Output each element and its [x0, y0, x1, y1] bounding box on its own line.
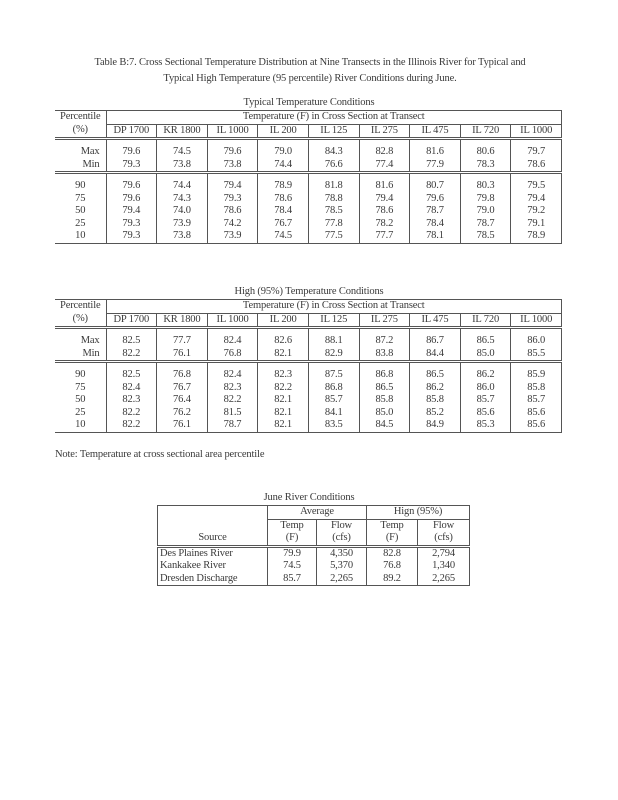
temperature-value: 81.8 — [308, 180, 359, 193]
row-label: 50 — [55, 205, 106, 218]
spacer-cell — [55, 328, 106, 336]
temperature-value: 76.6 — [308, 159, 359, 173]
temperature-value: 79.3 — [207, 193, 258, 206]
spacer-cell — [308, 139, 359, 147]
temperature-value: 82.6 — [258, 335, 309, 348]
spacer-cell — [106, 173, 157, 181]
avg-flow-header: Flow — [317, 519, 367, 532]
temperature-value: 84.1 — [308, 407, 359, 420]
temperature-value: 76.1 — [157, 348, 208, 362]
percentile-unit: (%) — [55, 313, 106, 328]
high-temp: 82.8 — [367, 546, 418, 560]
temperature-value: 80.6 — [460, 146, 511, 159]
spacer-cell — [308, 328, 359, 336]
temperature-value: 79.3 — [106, 218, 157, 231]
temperature-value: 86.5 — [460, 335, 511, 348]
temperature-value: 86.7 — [410, 335, 461, 348]
temperature-value: 78.6 — [359, 205, 410, 218]
temperature-value: 82.4 — [207, 369, 258, 382]
temperature-value: 86.5 — [359, 382, 410, 395]
row-label: 10 — [55, 419, 106, 432]
avg-flow-unit: (cfs) — [317, 532, 367, 546]
spacer-cell — [410, 362, 461, 370]
temperature-value: 85.0 — [460, 348, 511, 362]
avg-temp: 74.5 — [268, 560, 317, 573]
transect-header: KR 1800 — [157, 124, 208, 139]
temperature-value: 85.6 — [460, 407, 511, 420]
temperature-value: 86.8 — [308, 382, 359, 395]
high-table-body — [55, 300, 562, 433]
temperature-value: 82.1 — [258, 348, 309, 362]
spacer-cell — [207, 362, 258, 370]
table-row — [55, 335, 562, 348]
temperature-value: 74.2 — [207, 218, 258, 231]
temperature-value: 78.2 — [359, 218, 410, 231]
typical-temperature-table — [55, 110, 562, 244]
temperature-value: 85.3 — [460, 419, 511, 432]
table-row — [158, 560, 470, 573]
spacer-cell — [207, 328, 258, 336]
temperature-value: 82.1 — [258, 394, 309, 407]
temperature-value: 78.6 — [207, 205, 258, 218]
temperature-value: 85.5 — [511, 348, 562, 362]
table-row — [55, 218, 562, 231]
spacer-cell — [157, 173, 208, 181]
temperature-value: 87.5 — [308, 369, 359, 382]
temperature-value: 82.3 — [106, 394, 157, 407]
june-caption: June River Conditions — [263, 492, 355, 503]
temperature-value: 79.3 — [106, 230, 157, 243]
spacer-cell — [55, 173, 106, 181]
temperature-value: 82.1 — [258, 407, 309, 420]
temperature-value: 86.2 — [460, 369, 511, 382]
temperature-value: 73.9 — [207, 230, 258, 243]
high-flow: 2,794 — [418, 546, 470, 560]
temperature-value: 85.7 — [460, 394, 511, 407]
table-row — [55, 382, 562, 395]
temperature-value: 79.6 — [106, 193, 157, 206]
temperature-value: 74.3 — [157, 193, 208, 206]
transect-span-header: Temperature (F) in Cross Section at Transect — [106, 111, 562, 125]
spacer-cell — [157, 362, 208, 370]
high-temp-header: Temp — [367, 519, 418, 532]
transect-header: IL 720 — [460, 124, 511, 139]
temperature-value: 78.5 — [308, 205, 359, 218]
table-title-line-2: Typical High Temperature (95 percentile) River Conditions during June. — [163, 73, 457, 84]
source-blank — [158, 506, 268, 520]
temperature-value: 80.7 — [410, 180, 461, 193]
spacer-cell — [207, 139, 258, 147]
temperature-value: 86.0 — [460, 382, 511, 395]
temperature-value: 78.7 — [410, 205, 461, 218]
table-row — [55, 146, 562, 159]
temperature-value: 73.8 — [157, 159, 208, 173]
temperature-value: 79.7 — [511, 146, 562, 159]
spacer-cell — [359, 362, 410, 370]
row-label: 90 — [55, 180, 106, 193]
temperature-value: 88.1 — [308, 335, 359, 348]
high-flow-header: Flow — [418, 519, 470, 532]
row-label: Min — [55, 159, 106, 173]
temperature-value: 82.4 — [106, 382, 157, 395]
temperature-value: 79.6 — [106, 146, 157, 159]
temperature-value: 79.8 — [460, 193, 511, 206]
table-row — [158, 573, 470, 586]
temperature-value: 82.5 — [106, 335, 157, 348]
table-row — [55, 230, 562, 243]
temperature-value: 85.0 — [359, 407, 410, 420]
temperature-value: 83.5 — [308, 419, 359, 432]
spacer-cell — [106, 362, 157, 370]
temperature-value: 76.4 — [157, 394, 208, 407]
temperature-value: 84.5 — [359, 419, 410, 432]
avg-temp: 85.7 — [268, 573, 317, 586]
temperature-value: 78.8 — [308, 193, 359, 206]
spacer-cell — [359, 139, 410, 147]
table-row — [55, 205, 562, 218]
temperature-value: 86.0 — [511, 335, 562, 348]
temperature-value: 82.9 — [308, 348, 359, 362]
temperature-value: 77.4 — [359, 159, 410, 173]
spacer-cell — [55, 362, 106, 370]
temperature-value: 79.4 — [106, 205, 157, 218]
temperature-value: 78.7 — [460, 218, 511, 231]
source-name: Dresden Discharge — [158, 573, 268, 586]
temperature-value: 77.7 — [359, 230, 410, 243]
transect-header: DP 1700 — [106, 313, 157, 328]
average-header: Average — [268, 506, 367, 520]
temperature-value: 78.4 — [258, 205, 309, 218]
spacer-cell — [460, 328, 511, 336]
table-row — [55, 407, 562, 420]
transect-span-header: Temperature (F) in Cross Section at Transect — [106, 300, 562, 314]
temperature-value: 74.5 — [258, 230, 309, 243]
spacer-cell — [55, 139, 106, 147]
row-label: Max — [55, 146, 106, 159]
temperature-value: 79.4 — [207, 180, 258, 193]
spacer-cell — [157, 139, 208, 147]
spacer-cell — [511, 328, 562, 336]
row-label: Max — [55, 335, 106, 348]
row-label: 75 — [55, 382, 106, 395]
temperature-value: 78.4 — [410, 218, 461, 231]
temperature-value: 82.8 — [359, 146, 410, 159]
temperature-value: 76.1 — [157, 419, 208, 432]
spacer-cell — [308, 173, 359, 181]
spacer-cell — [258, 328, 309, 336]
temperature-value: 77.5 — [308, 230, 359, 243]
temperature-value: 78.9 — [258, 180, 309, 193]
source-blank-2 — [158, 519, 268, 532]
temperature-value: 76.7 — [157, 382, 208, 395]
table-title-line-1: Table B:7. Cross Sectional Temperature Distribution at Nine Transects in the Illinois River for Typical and — [94, 57, 526, 68]
temperature-value: 78.5 — [460, 230, 511, 243]
high-temperature-table — [55, 299, 562, 433]
temperature-value: 85.9 — [511, 369, 562, 382]
temperature-value: 79.3 — [106, 159, 157, 173]
temperature-value: 76.7 — [258, 218, 309, 231]
temperature-value: 84.4 — [410, 348, 461, 362]
temperature-value: 82.5 — [106, 369, 157, 382]
temperature-value: 79.1 — [511, 218, 562, 231]
temperature-value: 82.2 — [106, 348, 157, 362]
spacer-cell — [511, 362, 562, 370]
temperature-value: 79.0 — [460, 205, 511, 218]
row-label: Min — [55, 348, 106, 362]
high-flow: 2,265 — [418, 573, 470, 586]
spacer-cell — [258, 173, 309, 181]
table-row — [55, 348, 562, 362]
temperature-value: 82.2 — [106, 419, 157, 432]
table-row — [55, 394, 562, 407]
temperature-value: 78.7 — [207, 419, 258, 432]
temperature-value: 85.6 — [511, 419, 562, 432]
temperature-value: 86.5 — [410, 369, 461, 382]
temperature-value: 74.4 — [258, 159, 309, 173]
avg-flow: 5,370 — [317, 560, 367, 573]
avg-flow: 4,350 — [317, 546, 367, 560]
high-temp: 89.2 — [367, 573, 418, 586]
temperature-value: 86.8 — [359, 369, 410, 382]
temperature-value: 85.7 — [308, 394, 359, 407]
transect-header: IL 200 — [258, 313, 309, 328]
temperature-value: 83.8 — [359, 348, 410, 362]
table-title — [60, 55, 560, 87]
transect-header: IL 1000 — [511, 313, 562, 328]
table-note: Note: Temperature at cross sectional area percentile — [55, 449, 265, 460]
temperature-value: 81.6 — [410, 146, 461, 159]
temperature-value: 85.7 — [511, 394, 562, 407]
temperature-value: 84.3 — [308, 146, 359, 159]
spacer-cell — [460, 362, 511, 370]
row-label: 50 — [55, 394, 106, 407]
temperature-value: 82.4 — [207, 335, 258, 348]
transect-header: KR 1800 — [157, 313, 208, 328]
temperature-value: 79.4 — [359, 193, 410, 206]
transect-header: IL 200 — [258, 124, 309, 139]
temperature-value: 77.7 — [157, 335, 208, 348]
temperature-value: 82.2 — [207, 394, 258, 407]
temperature-value: 85.8 — [511, 382, 562, 395]
table-row — [55, 159, 562, 173]
june-conditions-table — [157, 505, 470, 586]
temperature-value: 74.0 — [157, 205, 208, 218]
avg-temp-unit: (F) — [268, 532, 317, 546]
source-name: Des Plaines River — [158, 546, 268, 560]
spacer-cell — [106, 328, 157, 336]
temperature-value: 79.6 — [410, 193, 461, 206]
spacer-cell — [511, 139, 562, 147]
transect-header: IL 720 — [460, 313, 511, 328]
temperature-value: 87.2 — [359, 335, 410, 348]
spacer-cell — [308, 362, 359, 370]
row-label: 25 — [55, 218, 106, 231]
percentile-header: Percentile — [55, 111, 106, 125]
spacer-cell — [410, 173, 461, 181]
spacer-cell — [511, 173, 562, 181]
high-caption: High (95%) Temperature Conditions — [234, 286, 384, 297]
temperature-value: 79.5 — [511, 180, 562, 193]
high-temp-unit: (F) — [367, 532, 418, 546]
row-label: 75 — [55, 193, 106, 206]
typical-caption: Typical Temperature Conditions — [243, 97, 375, 108]
transect-header: IL 1000 — [511, 124, 562, 139]
transect-header: IL 125 — [308, 124, 359, 139]
temperature-value: 76.2 — [157, 407, 208, 420]
table-row — [55, 193, 562, 206]
temperature-value: 74.5 — [157, 146, 208, 159]
spacer-cell — [410, 139, 461, 147]
transect-header: IL 1000 — [207, 124, 258, 139]
temperature-value: 85.8 — [359, 394, 410, 407]
temperature-value: 79.0 — [258, 146, 309, 159]
temperature-value: 82.3 — [258, 369, 309, 382]
temperature-value: 79.6 — [207, 146, 258, 159]
spacer-cell — [359, 173, 410, 181]
temperature-value: 73.8 — [157, 230, 208, 243]
temperature-value: 76.8 — [207, 348, 258, 362]
temperature-value: 85.6 — [511, 407, 562, 420]
temperature-value: 85.8 — [410, 394, 461, 407]
source-header: Source — [158, 532, 268, 546]
high-header: Hign (95%) — [367, 506, 470, 520]
temperature-value: 77.8 — [308, 218, 359, 231]
table-row — [55, 180, 562, 193]
percentile-header: Percentile — [55, 300, 106, 314]
row-label: 90 — [55, 369, 106, 382]
temperature-value: 86.2 — [410, 382, 461, 395]
temperature-value: 79.4 — [511, 193, 562, 206]
table-row — [55, 369, 562, 382]
spacer-cell — [207, 173, 258, 181]
spacer-cell — [157, 328, 208, 336]
percentile-unit: (%) — [55, 124, 106, 139]
row-label: 25 — [55, 407, 106, 420]
temperature-value: 82.2 — [258, 382, 309, 395]
temperature-value: 78.9 — [511, 230, 562, 243]
temperature-value: 84.9 — [410, 419, 461, 432]
temperature-value: 78.1 — [410, 230, 461, 243]
transect-header: DP 1700 — [106, 124, 157, 139]
avg-flow: 2,265 — [317, 573, 367, 586]
high-temp: 76.8 — [367, 560, 418, 573]
temperature-value: 80.3 — [460, 180, 511, 193]
table-row — [55, 419, 562, 432]
temperature-value: 82.2 — [106, 407, 157, 420]
transect-header: IL 125 — [308, 313, 359, 328]
avg-temp-header: Temp — [268, 519, 317, 532]
spacer-cell — [410, 328, 461, 336]
temperature-value: 85.2 — [410, 407, 461, 420]
spacer-cell — [258, 139, 309, 147]
temperature-value: 78.6 — [258, 193, 309, 206]
avg-temp: 79.9 — [268, 546, 317, 560]
typical-table-body — [55, 111, 562, 244]
high-flow: 1,340 — [418, 560, 470, 573]
high-flow-unit: (cfs) — [418, 532, 470, 546]
table-row — [158, 546, 470, 560]
transect-header: IL 275 — [359, 313, 410, 328]
transect-header: IL 275 — [359, 124, 410, 139]
transect-header: IL 1000 — [207, 313, 258, 328]
spacer-cell — [106, 139, 157, 147]
temperature-value: 81.6 — [359, 180, 410, 193]
temperature-value: 82.1 — [258, 419, 309, 432]
temperature-value: 73.9 — [157, 218, 208, 231]
temperature-value: 78.3 — [460, 159, 511, 173]
spacer-cell — [460, 139, 511, 147]
temperature-value: 73.8 — [207, 159, 258, 173]
source-name: Kankakee River — [158, 560, 268, 573]
temperature-value: 81.5 — [207, 407, 258, 420]
temperature-value: 82.3 — [207, 382, 258, 395]
temperature-value: 76.8 — [157, 369, 208, 382]
spacer-cell — [258, 362, 309, 370]
spacer-cell — [359, 328, 410, 336]
temperature-value: 79.2 — [511, 205, 562, 218]
temperature-value: 78.6 — [511, 159, 562, 173]
spacer-cell — [460, 173, 511, 181]
temperature-value: 74.4 — [157, 180, 208, 193]
temperature-value: 79.6 — [106, 180, 157, 193]
transect-header: IL 475 — [410, 313, 461, 328]
temperature-value: 77.9 — [410, 159, 461, 173]
row-label: 10 — [55, 230, 106, 243]
transect-header: IL 475 — [410, 124, 461, 139]
